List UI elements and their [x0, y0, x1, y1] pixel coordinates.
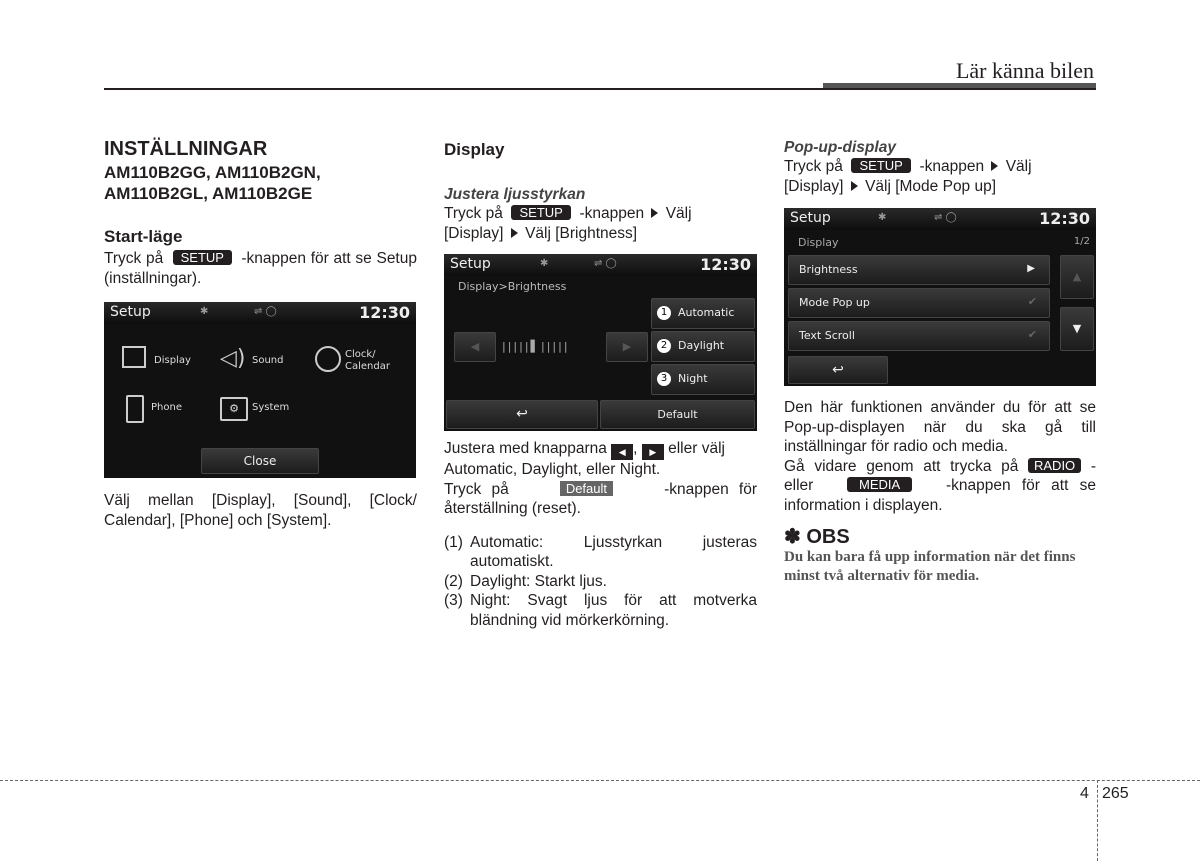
paragraph-radio-media: Gå vidare genom att trycka på RADIO - eller MEDIA -knappen för att se information i displayen.: [784, 457, 1096, 514]
close-button: Close: [201, 448, 319, 474]
setup-button-label: SETUP: [851, 158, 910, 173]
bluetooth-icon: ✱: [200, 306, 209, 317]
radio-button-label: RADIO: [1028, 458, 1081, 473]
menu-display: Display: [154, 355, 191, 366]
arrow-right-icon: [851, 181, 858, 191]
chevron-right-icon: ▶: [1027, 263, 1035, 274]
row-brightness: Brightness ▶: [788, 255, 1050, 285]
system-icon: ⚙: [220, 397, 248, 421]
screen-clock: 12:30: [359, 303, 410, 322]
screen-breadcrumb: Display>Brightness: [458, 280, 567, 293]
screen-title: Setup: [450, 256, 491, 272]
arrow-right-icon: [991, 161, 998, 171]
screen-title: Setup: [110, 304, 151, 320]
decrease-icon: ◀: [454, 332, 496, 362]
model-codes-2: AM110B2GL, AM110B2GE: [104, 184, 313, 203]
paragraph-adjust: Justera med knapparna ◀ , ▶ eller välj Automatic, Daylight, eller Night.: [444, 440, 725, 478]
paragraph-start: Tryck på SETUP -knappen för att se Setup (inställningar).: [104, 250, 417, 287]
list-item: (1) Automatic: Ljusstyrkan justeras automatiskt.: [444, 533, 757, 570]
usb-icon: ⇌ ◯: [594, 258, 617, 269]
scroll-up-icon: ▲: [1060, 255, 1094, 299]
subheading-start: Start-läge: [104, 227, 183, 246]
screen-clock: 12:30: [700, 255, 751, 274]
paragraph-reset: Tryck på Default -knappen för återställning (reset).: [444, 480, 757, 517]
brightness-screenshot: [444, 254, 757, 431]
usb-icon: ⇌ ◯: [934, 212, 957, 223]
setup-menu-screenshot: [104, 302, 416, 478]
right-button-icon: ▶: [642, 444, 664, 460]
list-item: (2) Daylight: Starkt ljus.: [444, 572, 607, 590]
column-3: [784, 139, 1096, 196]
default-button-label: Default: [560, 481, 613, 496]
bluetooth-icon: ✱: [540, 258, 549, 269]
back-icon: ↩: [788, 356, 888, 384]
chapter-number: 4: [1080, 785, 1089, 802]
setup-button-label: SETUP: [173, 250, 232, 265]
checkmark-icon: ✔: [1027, 328, 1037, 341]
brightness-list: [444, 533, 757, 631]
option-daylight: 2 Daylight: [651, 331, 755, 362]
screen-title: Setup: [790, 210, 831, 226]
subheading-brightness: Justera ljusstyrkan: [444, 186, 586, 203]
menu-phone: Phone: [151, 402, 182, 413]
option-night: 3 Night: [651, 364, 755, 395]
bluetooth-icon: ✱: [878, 212, 887, 223]
paragraph-popup: Tryck på SETUP -knappen Välj [Display] Välj [Mode Pop up]: [784, 158, 1032, 195]
running-header: Lär känna bilen: [955, 58, 1094, 83]
usb-icon: ⇌ ◯: [254, 306, 277, 317]
back-icon: ↩: [446, 400, 598, 429]
paragraph-brightness: Tryck på SETUP -knappen Välj [Display] Välj [Brightness]: [444, 205, 692, 242]
checkmark-icon: ✔: [1027, 295, 1037, 308]
scroll-down-icon: ▼: [1060, 307, 1094, 351]
brightness-slider: |||||▌|||||: [502, 340, 570, 353]
obs-heading: ✽ OBS: [784, 526, 850, 548]
column-3-body: [784, 398, 1096, 586]
column-2: [444, 140, 757, 243]
popup-display-screenshot: [784, 208, 1096, 386]
menu-system: System: [252, 402, 290, 413]
header-rule: [104, 88, 1096, 90]
menu-clock-calendar: Clock/ Calendar: [345, 349, 390, 372]
model-codes-1: AM110B2GG, AM110B2GN,: [104, 163, 321, 182]
obs-note: Du kan bara få upp information när det finns minst två alternativ för media.: [784, 548, 1076, 584]
option-automatic: 1 Automatic: [651, 298, 755, 329]
list-item: (3) Night: Svagt ljus för att motverka bländning vid mörkerkörning.: [444, 592, 757, 629]
menu-sound: Sound: [252, 355, 284, 366]
screen-clock: 12:30: [1039, 209, 1090, 228]
screen-breadcrumb: Display: [798, 236, 839, 249]
column-1: [104, 138, 417, 288]
row-mode-popup: Mode Pop up ✔: [788, 288, 1050, 318]
arrow-right-icon: [651, 208, 658, 218]
increase-icon: ▶: [606, 332, 648, 362]
display-heading: Display: [444, 140, 505, 159]
footer-rule: [0, 780, 1200, 781]
clock-icon: [315, 346, 341, 372]
phone-icon: [126, 395, 144, 423]
display-icon: [122, 346, 146, 368]
row-text-scroll: Text Scroll ✔: [788, 321, 1050, 351]
arrow-right-icon: [511, 228, 518, 238]
left-button-icon: ◀: [611, 444, 633, 460]
paragraph-choose: Välj mellan [Display], [Sound], [Clock/ Calendar], [Phone] och [System].: [104, 492, 417, 529]
page-indicator: 1/2: [1073, 236, 1090, 247]
column-2-body: [444, 439, 757, 630]
sound-icon: ◁): [220, 346, 246, 371]
setup-button-label: SETUP: [511, 205, 570, 220]
footer-divider: [1097, 780, 1098, 861]
page-number: 265: [1102, 785, 1129, 802]
section-heading: INSTÄLLNINGAR: [104, 138, 268, 160]
media-button-label: MEDIA: [847, 477, 912, 492]
subheading-popup: Pop-up-display: [784, 139, 896, 156]
default-button: Default: [600, 400, 755, 429]
paragraph-function: Den här funktionen använder du för att se Pop-up-displayen när du ska gå till inställningar för radio och media.: [784, 399, 1096, 455]
